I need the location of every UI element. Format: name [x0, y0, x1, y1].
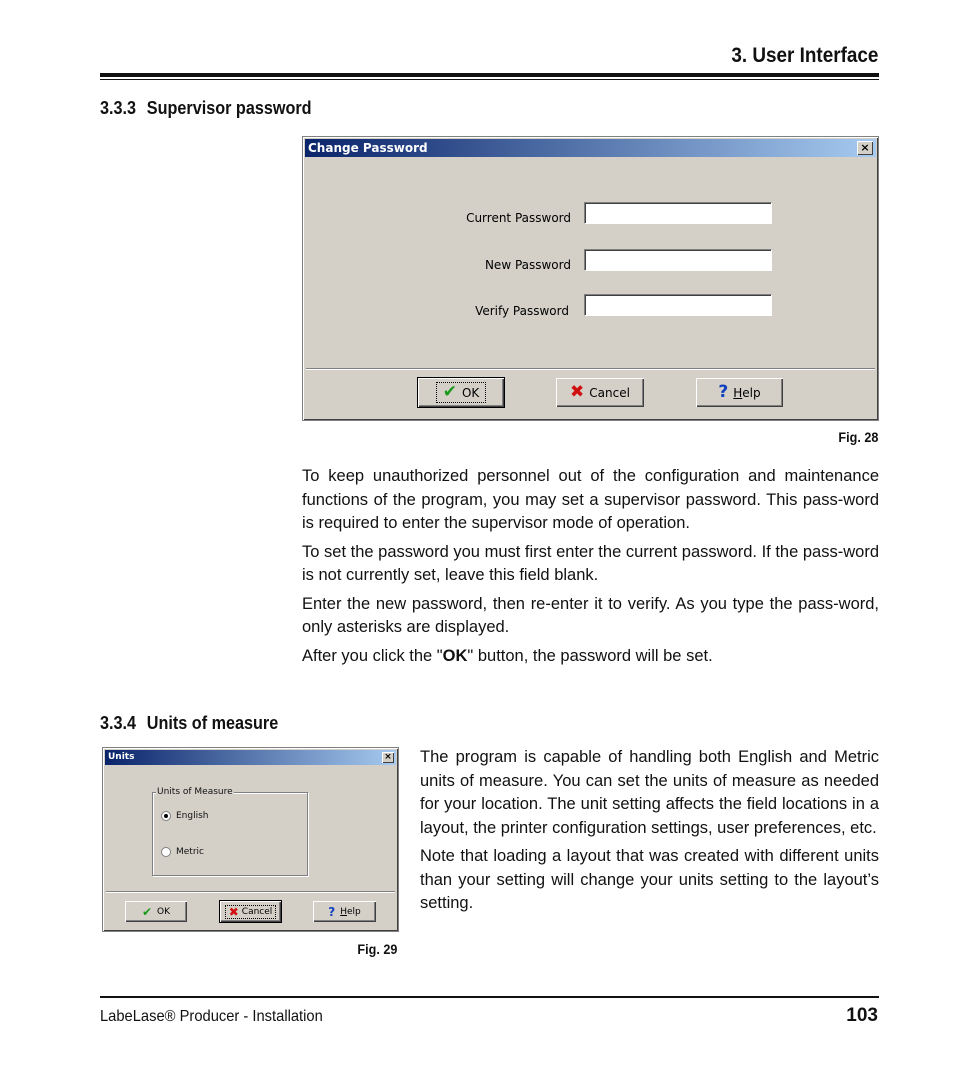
header-rule-thin	[100, 79, 879, 80]
cancel-focus	[225, 905, 277, 919]
close-icon: ×	[860, 141, 870, 154]
close-icon: ×	[384, 752, 392, 762]
ok-button[interactable]	[125, 901, 187, 922]
cancel-x-icon: ✖	[228, 904, 239, 919]
dialog-title: Change Password	[308, 141, 428, 155]
ok-label: OK	[157, 906, 171, 917]
radio-metric[interactable]	[161, 847, 204, 857]
dialog-title: Units	[108, 752, 135, 762]
dialog-titlebar	[105, 750, 396, 765]
radio-metric-label: Metric	[176, 847, 204, 857]
ok-focus	[436, 382, 487, 403]
units-dialog	[102, 747, 399, 932]
new-password-label: New Password	[484, 258, 571, 272]
help-label: Help	[733, 385, 761, 400]
section-title: Units of measure	[146, 713, 279, 733]
cancel-button[interactable]	[220, 901, 281, 922]
dialog-titlebar	[305, 139, 876, 157]
units-group-label: Units of Measure	[157, 787, 233, 797]
paragraph-ok: After you click the "OK" button, the password will be set.	[302, 646, 713, 665]
radio-english[interactable]	[161, 811, 209, 821]
page-number: 103	[846, 1005, 878, 1026]
section-title: Supervisor password	[146, 98, 312, 118]
change-password-dialog	[302, 136, 879, 421]
verify-password-label: Verify Password	[475, 304, 569, 318]
radio-selected-icon	[161, 811, 171, 821]
current-password-input[interactable]	[584, 202, 772, 224]
question-mark-icon: ?	[718, 382, 729, 402]
radio-unselected-icon	[161, 847, 171, 857]
cancel-button[interactable]	[556, 378, 644, 407]
question-mark-icon: ?	[328, 904, 336, 919]
checkmark-icon: ✔	[141, 904, 153, 919]
close-button[interactable]	[382, 752, 394, 763]
paragraph: To set the password you must first enter the current password. If the pass-word is not currently set, leave this field blank.	[302, 542, 879, 584]
help-button[interactable]	[696, 378, 783, 407]
figure-caption-29: Fig. 29	[357, 941, 397, 957]
units-body	[420, 746, 879, 921]
running-head: 3. User Interface	[730, 44, 878, 67]
radio-english-label: English	[176, 811, 209, 821]
section-heading-units-of-measure	[100, 713, 278, 734]
supervisor-password-body	[302, 465, 879, 673]
header-rule-thick	[100, 73, 879, 77]
section-number: 3.3.3	[100, 98, 137, 118]
ok-button[interactable]	[418, 378, 504, 407]
paragraph: Note that loading a layout that was created with different units than your setting will change your units setting to the layout’s setting.	[420, 847, 879, 912]
close-button[interactable]	[857, 141, 873, 155]
new-password-input[interactable]	[584, 249, 772, 271]
paragraph: Enter the new password, then re-enter it to verify. As you type the pass-word, only asterisks are displayed.	[302, 594, 879, 636]
footer-rule	[100, 996, 879, 998]
dialog-separator	[306, 368, 875, 370]
verify-password-input[interactable]	[584, 294, 772, 316]
footer-product-name: LabeLase® Producer - Installation	[100, 1008, 323, 1025]
dialog-separator	[106, 891, 395, 893]
current-password-label: Current Password	[466, 211, 571, 225]
help-label: Help	[340, 906, 361, 917]
paragraph: The program is capable of handling both English and Metric units of measure. You can set the units of measure as needed for your location. The unit setting affects the field locations in a layout, the printer configuration settings, user preferences, etc.	[420, 748, 879, 837]
units-groupbox	[152, 792, 308, 876]
figure-caption-28: Fig. 28	[838, 429, 878, 445]
cancel-label: Cancel	[589, 385, 630, 400]
ok-label: OK	[461, 385, 480, 400]
help-button[interactable]	[313, 901, 376, 922]
section-heading-supervisor-password	[100, 98, 312, 119]
cancel-label: Cancel	[241, 906, 273, 917]
paragraph: To keep unauthorized personnel out of the configuration and maintenance functions of the program, you may set a supervisor password. This pass-word is required to enter the supervisor mode of operation.	[302, 467, 879, 532]
cancel-x-icon: ✖	[570, 382, 585, 402]
checkmark-icon: ✔	[442, 382, 457, 402]
section-number: 3.3.4	[100, 713, 137, 733]
